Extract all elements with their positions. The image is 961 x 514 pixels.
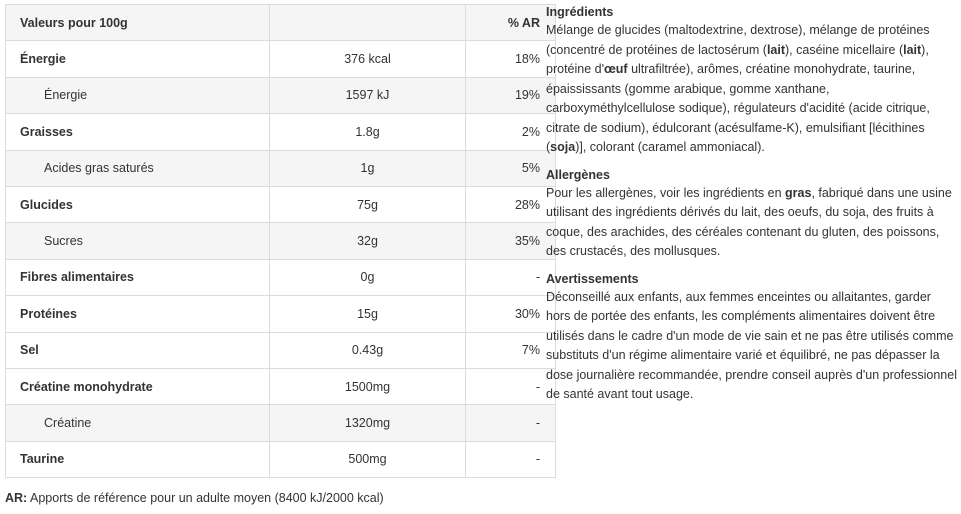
allergens-text [546,184,958,262]
nutrient-ar: 2% [466,114,556,150]
nutrient-amount: 75g [270,186,466,222]
table-row [6,77,556,113]
table-row [6,186,556,222]
text-segment: , fabriqué dans une usine utilisant des ingrédients dérivés du lait, des oeufs, du soja, des fruits à coque, des arachides, des céréales contenant du gluten, des poissons, des crustacés, des mollusques. [546,185,952,258]
nutrient-amount: 500mg [270,441,466,477]
nutrient-ar: 18% [466,41,556,77]
nutrient-label: Graisses [6,114,270,150]
nutrient-label: Sucres [6,223,270,259]
warnings-title: Avertissements [546,271,639,286]
nutrient-ar: 28% [466,186,556,222]
table-row [6,441,556,477]
nutrient-label: Énergie [6,41,270,77]
nutrient-label: Taurine [6,441,270,477]
allergens-title: Allergènes [546,167,610,182]
nutrient-amount: 1g [270,150,466,186]
footnote-term: AR: [5,491,28,505]
nutrient-label: Sel [6,332,270,368]
table-row [6,259,556,295]
nutrient-ar: - [466,259,556,295]
nutrient-amount: 1.8g [270,114,466,150]
product-info [546,3,958,413]
warnings-text [546,288,958,405]
footnote [5,491,384,505]
text-segment: Déconseillé aux enfants, aux femmes enceintes ou allaitantes, garder hors de portée des enfants, les compléments alimentaires doivent être utilisés dans le cadre d'un mode de vie sain et ne pas être utilisés comme substituts d'un régime alimentaire varié et équilibré, ne pas dépasser la dose journalière recommandée, prendre conseil auprès d'un professionnel de santé avant tout usage. [546,289,957,401]
nutrient-ar: - [466,405,556,441]
bold-text: soja [550,140,576,154]
header-label: Valeurs pour 100g [6,5,270,41]
nutrient-label: Acides gras saturés [6,150,270,186]
nutrition-table-header [6,5,556,41]
header-amount [270,5,466,41]
table-row [6,332,556,368]
nutrient-amount: 376 kcal [270,41,466,77]
nutrient-label: Énergie [6,77,270,113]
text-segment: ), protéine d' [546,42,929,76]
table-row [6,223,556,259]
nutrient-amount: 1597 kJ [270,77,466,113]
bold-text: lait [766,42,786,57]
text-segment: Pour les allergènes, voir les ingrédients en [546,185,786,200]
nutrient-label: Fibres alimentaires [6,259,270,295]
nutrient-ar: 19% [466,77,556,113]
nutrient-ar: 7% [466,332,556,368]
nutrient-label: Glucides [6,186,270,222]
bold-text: lait [903,42,922,57]
table-row [6,405,556,441]
nutrient-label: Créatine monohydrate [6,368,270,404]
table-row [6,41,556,77]
table-row [6,150,556,186]
text-segment: Mélange de glucides (maltodextrine, dextrose), mélange de protéines (concentré de protéines de lactosérum ( [546,23,930,57]
footnote-text: Apports de référence pour un adulte moyen (8400 kJ/2000 kcal) [27,491,384,505]
nutrient-ar: 30% [466,296,556,332]
table-row [6,368,556,404]
text-segment: ultrafiltrée), arômes, créatine monohydrate, taurine, épaississants (gomme arabique, gomme xanthane, carboxyméthylcellulose sodique), régulateurs d'acidité (acide citrique, citrate de sodium), édulcorant (acésulfame-K), emulsifiant [lécithines ( [546,62,930,154]
nutrition-table-body [6,5,556,478]
nutrient-amount: 0.43g [270,332,466,368]
nutrient-label: Créatine [6,405,270,441]
text-segment: )], colorant (caramel ammoniacal). [575,140,765,154]
nutrient-ar: 35% [466,223,556,259]
nutrient-ar: - [466,441,556,477]
nutrient-label: Protéines [6,296,270,332]
nutrient-amount: 32g [270,223,466,259]
header-ar: % AR [466,5,556,41]
nutrient-ar: - [466,368,556,404]
bold-text: œuf [603,62,628,76]
ingredients-text [546,21,958,158]
table-row [6,296,556,332]
ingredients-title: Ingrédients [546,5,614,19]
nutrient-amount: 15g [270,296,466,332]
nutrition-table [5,4,556,478]
bold-text: gras [785,185,812,200]
text-segment: ), caséine micellaire ( [785,42,904,57]
nutrient-ar: 5% [466,150,556,186]
nutrient-amount: 0g [270,259,466,295]
nutrient-amount: 1500mg [270,368,466,404]
table-row [6,114,556,150]
nutrient-amount: 1320mg [270,405,466,441]
